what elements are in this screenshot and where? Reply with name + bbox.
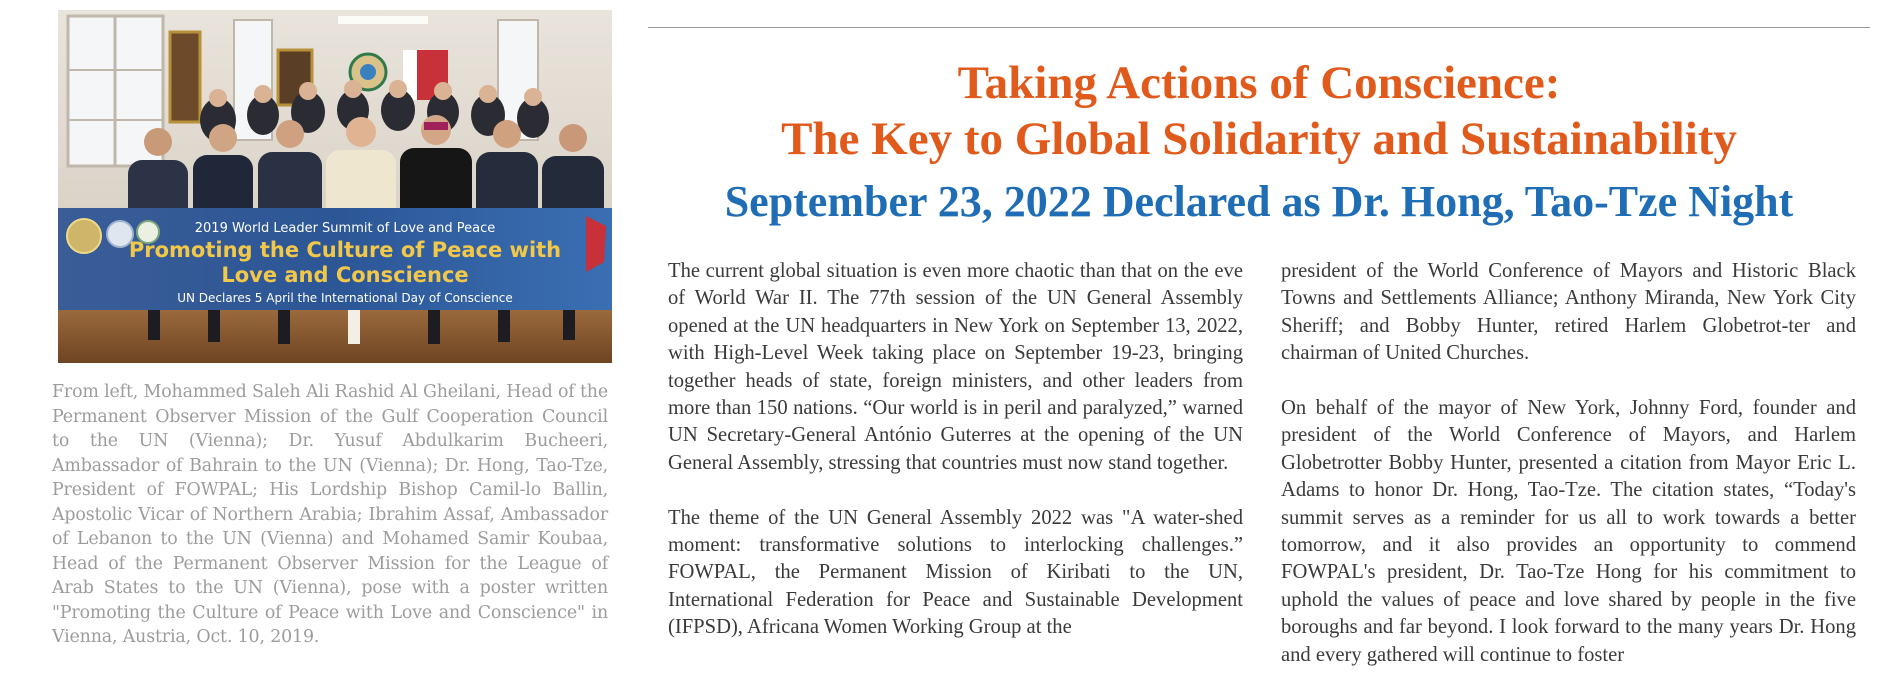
- group-photo: [58, 10, 612, 363]
- group-photo-illustration: [58, 10, 612, 363]
- headline-line-2: The Key to Global Solidarity and Sustainability: [781, 113, 1737, 165]
- body-paragraph: On behalf of the mayor of New York, Johnny Ford, founder and president of the World Conference of Mayors, and Harlem Globetrotter Bobby Hunter, presented a citation from Mayor Eric L. Adams to honor Dr. Hong, Tao-Tze. The citation states, “Today's summit serves as a reminder for us all to work towards a better tomorrow, and it also provides an opportunity to commend FOWPAL's president, Dr. Tao-Tze Hong for his commitment to uphold the values of peace and love shared by people in the five boroughs and far beyond. I look forward to the many years Dr. Hong and every gathered will continue to foster: [1281, 397, 1856, 666]
- photo-caption: From left, Mohammed Saleh Ali Rashid Al Gheilani, Head of the Permanent Observer Mission of the Gulf Cooperation Council to the UN (Vienna); Dr. Yusuf Abdulkarim Bucheeri, Ambassador of Bahrain to the UN (Vienna); Dr. Hong, Tao-Tze, President of FOWPAL; His Lordship Bishop Camil-lo Ballin, Apostolic Vicar of Northern Arabia; Ibrahim Assaf, Ambassador of Lebanon to the UN (Vienna) and Mohamed Samir Koubaa, Head of the Permanent Observer Mission for the League of Arab States to the UN (Vienna), pose with a poster written "Promoting the Culture of Peace with Love and Conscience" in Vienna, Austria, Oct. 10, 2019.: [52, 382, 608, 647]
- top-divider: [648, 27, 1870, 28]
- body-column-right: [1281, 258, 1856, 696]
- body-paragraph: president of the World Conference of Mayors and Historic Black Towns and Settlements Alliance; Anthony Miranda, New York City Sheriff; and Bobby Hunter, retired Harlem Globetrot-ter and chairman of United Churches.: [1281, 260, 1856, 365]
- subheadline: September 23, 2022 Declared as Dr. Hong, Tao-Tze Night: [724, 177, 1794, 226]
- headline-line-1: Taking Actions of Conscience:: [957, 57, 1561, 109]
- body-paragraph: The theme of the UN General Assembly 2022 was "A water-shed moment: transformative solutions to interlocking challenges.” FOWPAL, the Permanent Mission of Kiribati to the UN, International Federation for Peace and Sustainable Development (IFPSD), Africana Women Working Group at the: [668, 506, 1243, 639]
- banner-title-line1: Promoting the Culture of Peace with: [128, 238, 562, 262]
- seal-logo-1: [67, 219, 101, 253]
- banner-line-top: 2019 World Leader Summit of Love and Peace: [194, 221, 496, 236]
- body-column-left: [668, 258, 1243, 669]
- banner-line-bottom: UN Declares 5 April the International Day of Conscience: [177, 291, 513, 305]
- summit-banner: [58, 208, 612, 310]
- body-paragraph: The current global situation is even more chaotic than that on the eve of World War II. The 77th session of the UN General Assembly opened at the UN headquarters in New York on September 13, 2022, with High-Level Week taking place on September 19-23, bringing together heads of state, foreign ministers, and other leaders from more than 150 nations. “Our world is in peril and paralyzed,” warned UN Secretary-General António Guterres at the opening of the UN General Assembly, stressing that countries must now stand together.: [668, 260, 1243, 474]
- banner-title-line2: Love and Conscience: [221, 263, 469, 287]
